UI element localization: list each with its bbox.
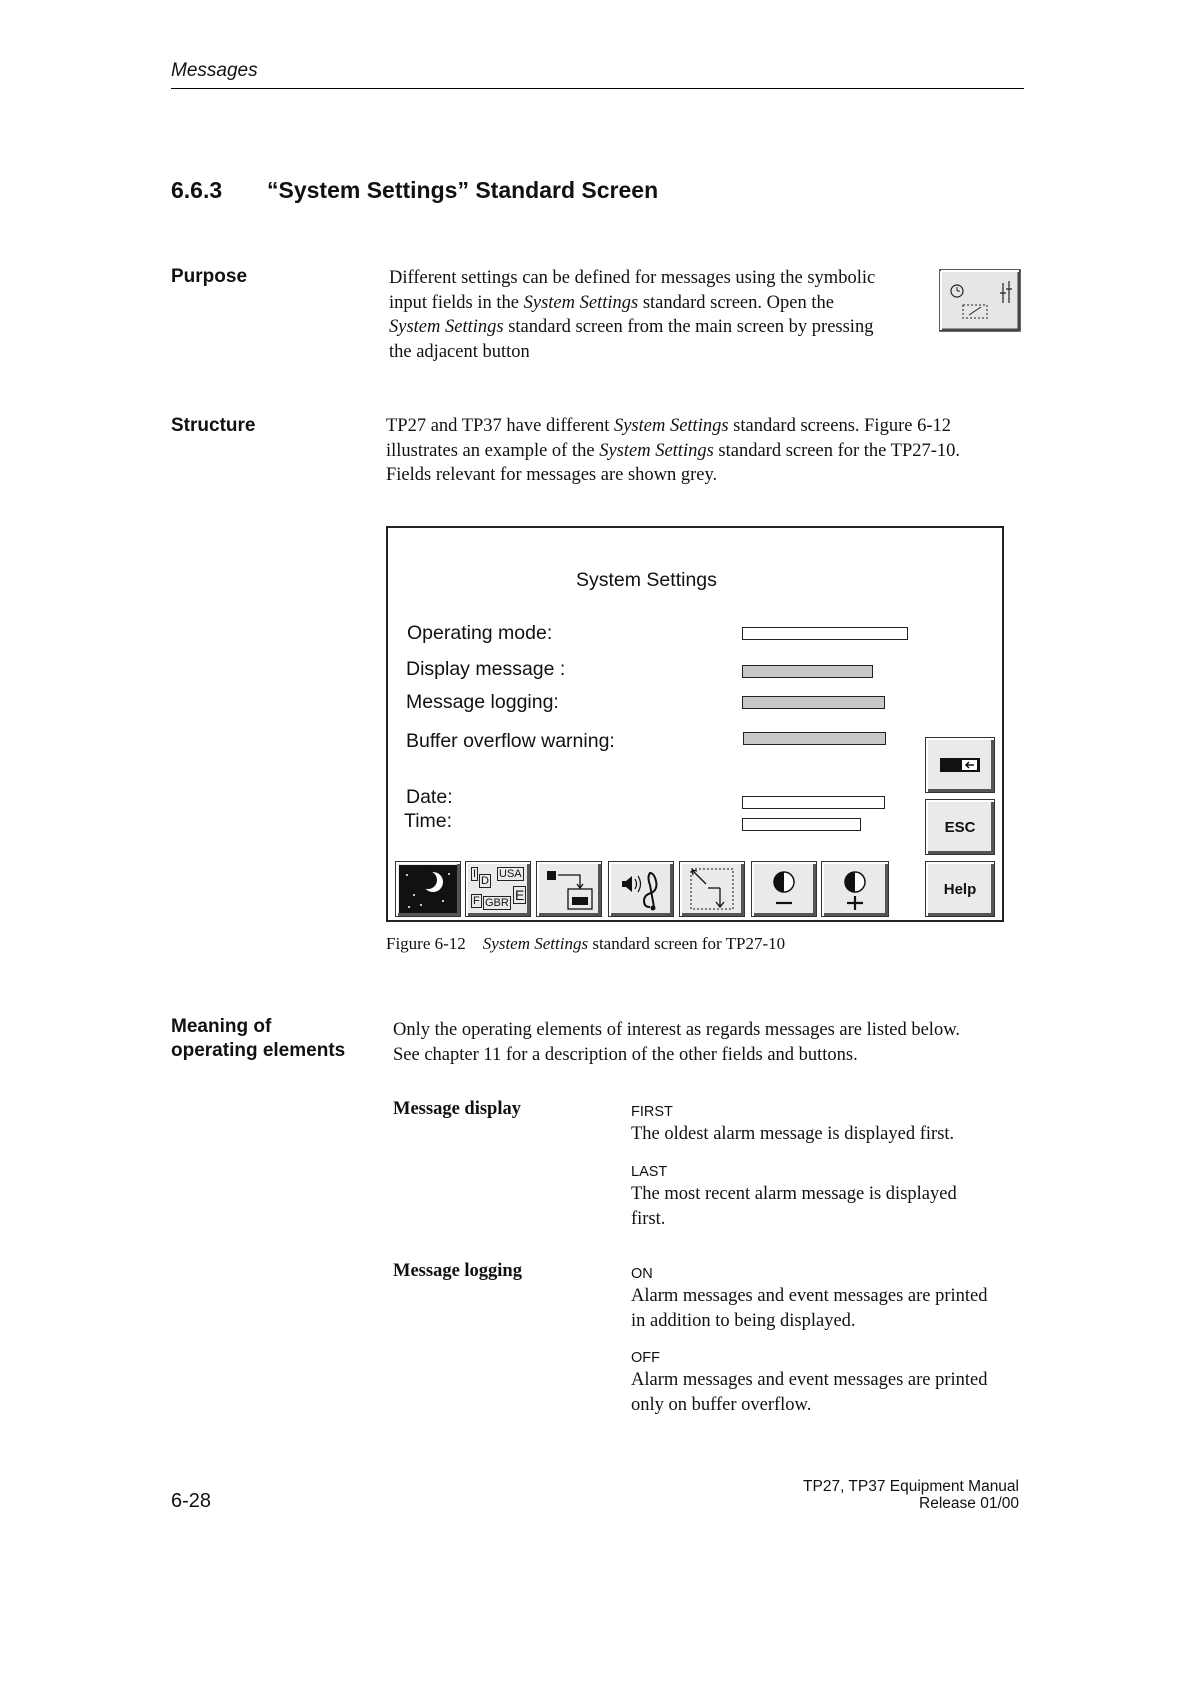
night-mode-key[interactable] bbox=[395, 861, 461, 917]
header-rule bbox=[171, 88, 1024, 89]
running-header: Messages bbox=[171, 60, 258, 81]
structure-label: Structure bbox=[171, 415, 256, 436]
option-on: ON bbox=[631, 1266, 653, 1282]
meaning-label: Meaning of operating elements bbox=[171, 1016, 346, 1061]
contrast-minus-icon bbox=[762, 866, 806, 912]
figure-caption: Figure 6-12 System Settings standard screen for TP27-10 bbox=[386, 934, 786, 953]
sound-icon bbox=[616, 867, 666, 911]
buffer-overflow-warning-field[interactable] bbox=[743, 732, 886, 745]
system-settings-button-icon bbox=[939, 269, 1021, 332]
field-label-time: Time: bbox=[404, 810, 453, 832]
field-label-operating-mode: Operating mode: bbox=[407, 622, 553, 644]
structure-text: TP27 and TP37 have different System Settings standard screens. Figure 6-12 illustrates an example of the System Settings standard screen for the TP27-10. Fields relevant for messages are shown grey. bbox=[386, 416, 961, 485]
enter-key[interactable] bbox=[925, 737, 995, 793]
contrast-minus-key[interactable] bbox=[751, 861, 817, 917]
section-title: “System Settings” Standard Screen bbox=[267, 177, 659, 203]
sound-key[interactable] bbox=[608, 861, 674, 917]
enter-icon bbox=[939, 757, 981, 773]
field-label-message-logging: Message logging: bbox=[406, 691, 559, 713]
contrast-plus-key[interactable] bbox=[821, 861, 889, 917]
page-number: 6-28 bbox=[171, 1490, 212, 1512]
option-first: FIRST bbox=[631, 1104, 673, 1120]
purpose-text: Different settings can be defined for messages using the symbolic input fields in the System Settings standard screen. Open the System Settings standard screen from the main screen by pressing the adjacent button bbox=[389, 268, 876, 362]
esc-key[interactable]: ESC bbox=[925, 799, 995, 855]
help-key[interactable]: Help bbox=[925, 861, 995, 917]
calibrate-icon bbox=[686, 866, 738, 912]
operating-mode-field[interactable] bbox=[742, 627, 908, 640]
field-label-date: Date: bbox=[406, 786, 453, 808]
option-off-desc: Alarm messages and event messages are printed only on buffer overflow. bbox=[631, 1370, 988, 1415]
purpose-label: Purpose bbox=[171, 266, 248, 287]
calibrate-key[interactable] bbox=[679, 861, 745, 917]
night-mode-icon bbox=[399, 865, 457, 913]
message-logging-field[interactable] bbox=[742, 696, 885, 709]
option-last-desc: The most recent alarm message is displayed first. bbox=[631, 1184, 957, 1229]
field-label-display-message: Display message : bbox=[406, 658, 566, 680]
option-on-desc: Alarm messages and event messages are printed in addition to being displayed. bbox=[631, 1286, 988, 1331]
screen-transfer-key[interactable] bbox=[536, 861, 602, 917]
term-message-logging: Message logging bbox=[393, 1261, 522, 1281]
option-first-desc: The oldest alarm message is displayed first. bbox=[631, 1124, 955, 1144]
section-number: 6.6.3 bbox=[171, 177, 223, 203]
time-field[interactable] bbox=[742, 818, 861, 831]
system-settings-screen-figure bbox=[386, 526, 1004, 922]
meaning-intro: Only the operating elements of interest as regards messages are listed below. See chapter 11 for a description of the other fields and buttons. bbox=[393, 1020, 960, 1065]
contrast-plus-icon bbox=[833, 866, 877, 912]
option-last: LAST bbox=[631, 1164, 668, 1180]
date-field[interactable] bbox=[742, 796, 885, 809]
term-message-display: Message display bbox=[393, 1099, 521, 1119]
field-label-buffer-overflow: Buffer overflow warning: bbox=[406, 730, 615, 752]
language-key[interactable] bbox=[465, 861, 531, 917]
manual-info: TP27, TP37 Equipment Manual Release 01/00 bbox=[803, 1478, 1019, 1512]
option-off: OFF bbox=[631, 1350, 660, 1366]
screen-title: System Settings bbox=[576, 569, 717, 591]
display-message-field[interactable] bbox=[742, 665, 873, 678]
language-icon: I D USA F GBR E bbox=[473, 868, 525, 909]
screen-transfer-icon bbox=[544, 867, 594, 911]
